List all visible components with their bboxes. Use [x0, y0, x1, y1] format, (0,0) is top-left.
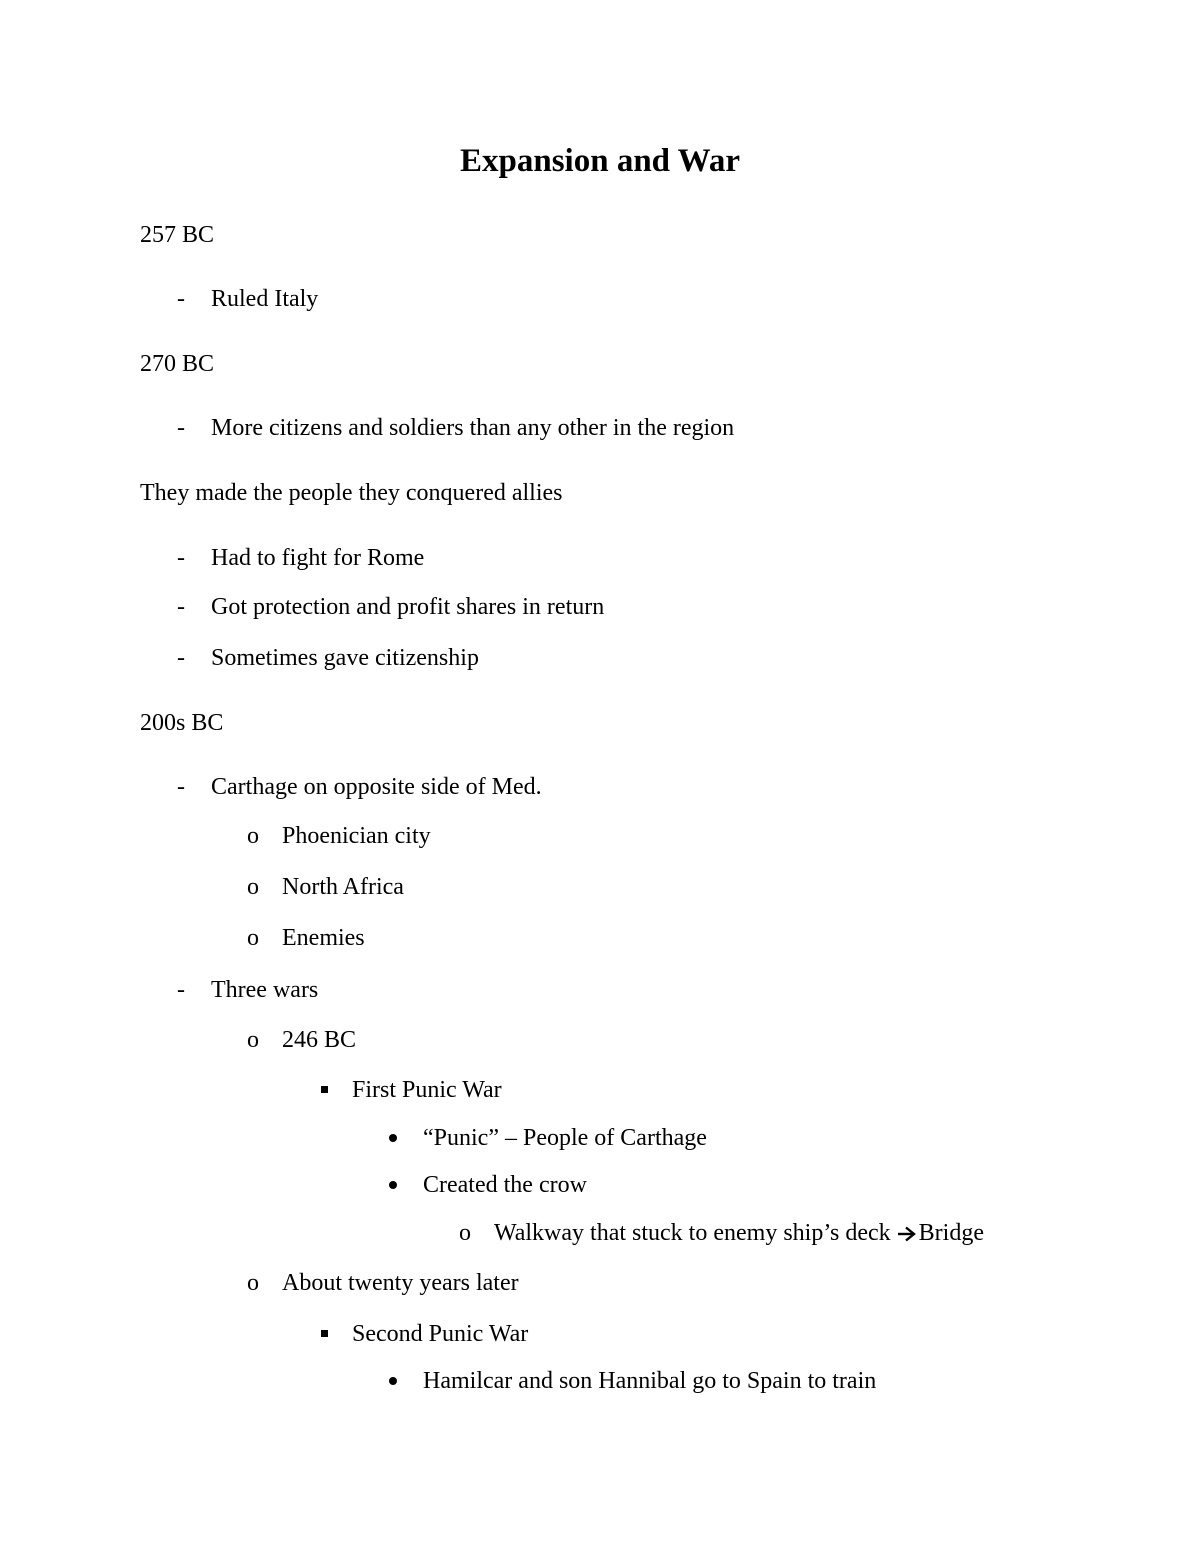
walkway-text: Walkway that stuck to enemy ship’s deck — [494, 1220, 891, 1246]
circle-marker: o — [247, 925, 259, 951]
list-item: About twenty years later — [282, 1270, 519, 1296]
section-heading-allies: They made the people they conquered allies — [140, 480, 563, 506]
document-title: Expansion and War — [459, 143, 741, 179]
list-item: “Punic” – People of Carthage — [423, 1125, 707, 1151]
square-bullet — [321, 1086, 328, 1093]
section-heading-200sbc: 200s BC — [140, 710, 224, 736]
circle-marker: o — [247, 1270, 259, 1296]
circle-marker: o — [247, 823, 259, 849]
circle-marker: o — [459, 1220, 471, 1246]
list-item: Had to fight for Rome — [211, 545, 425, 571]
list-item: Got protection and profit shares in return — [211, 594, 605, 620]
list-item: Enemies — [282, 925, 365, 951]
list-item: North Africa — [282, 874, 404, 900]
dash-marker: - — [177, 645, 185, 671]
dash-marker: - — [177, 774, 185, 800]
dash-marker: - — [177, 545, 185, 571]
right-arrow-icon — [897, 1226, 917, 1242]
list-item: Hamilcar and son Hannibal go to Spain to train — [423, 1368, 877, 1394]
round-bullet — [389, 1377, 397, 1385]
list-item: 246 BC — [282, 1027, 357, 1053]
list-item: Three wars — [211, 977, 319, 1003]
section-heading-270bc: 270 BC — [140, 351, 215, 377]
list-item: Created the crow — [423, 1172, 587, 1198]
circle-marker: o — [247, 1027, 259, 1053]
dash-marker: - — [177, 977, 185, 1003]
bridge-text: Bridge — [918, 1220, 984, 1246]
list-item: First Punic War — [352, 1077, 502, 1103]
list-item: Second Punic War — [352, 1321, 529, 1347]
list-item — [494, 1218, 984, 1248]
dash-marker: - — [177, 594, 185, 620]
list-item: Sometimes gave citizenship — [211, 645, 479, 671]
circle-marker: o — [247, 874, 259, 900]
dash-marker: - — [177, 415, 185, 441]
round-bullet — [389, 1181, 397, 1189]
round-bullet — [389, 1134, 397, 1142]
section-heading-257bc: 257 BC — [140, 222, 215, 248]
list-item: Ruled Italy — [211, 286, 319, 312]
list-item: Carthage on opposite side of Med. — [211, 774, 542, 800]
list-item: Phoenician city — [282, 823, 431, 849]
dash-marker: - — [177, 286, 185, 312]
list-item: More citizens and soldiers than any other in the region — [211, 415, 735, 441]
square-bullet — [321, 1330, 328, 1337]
